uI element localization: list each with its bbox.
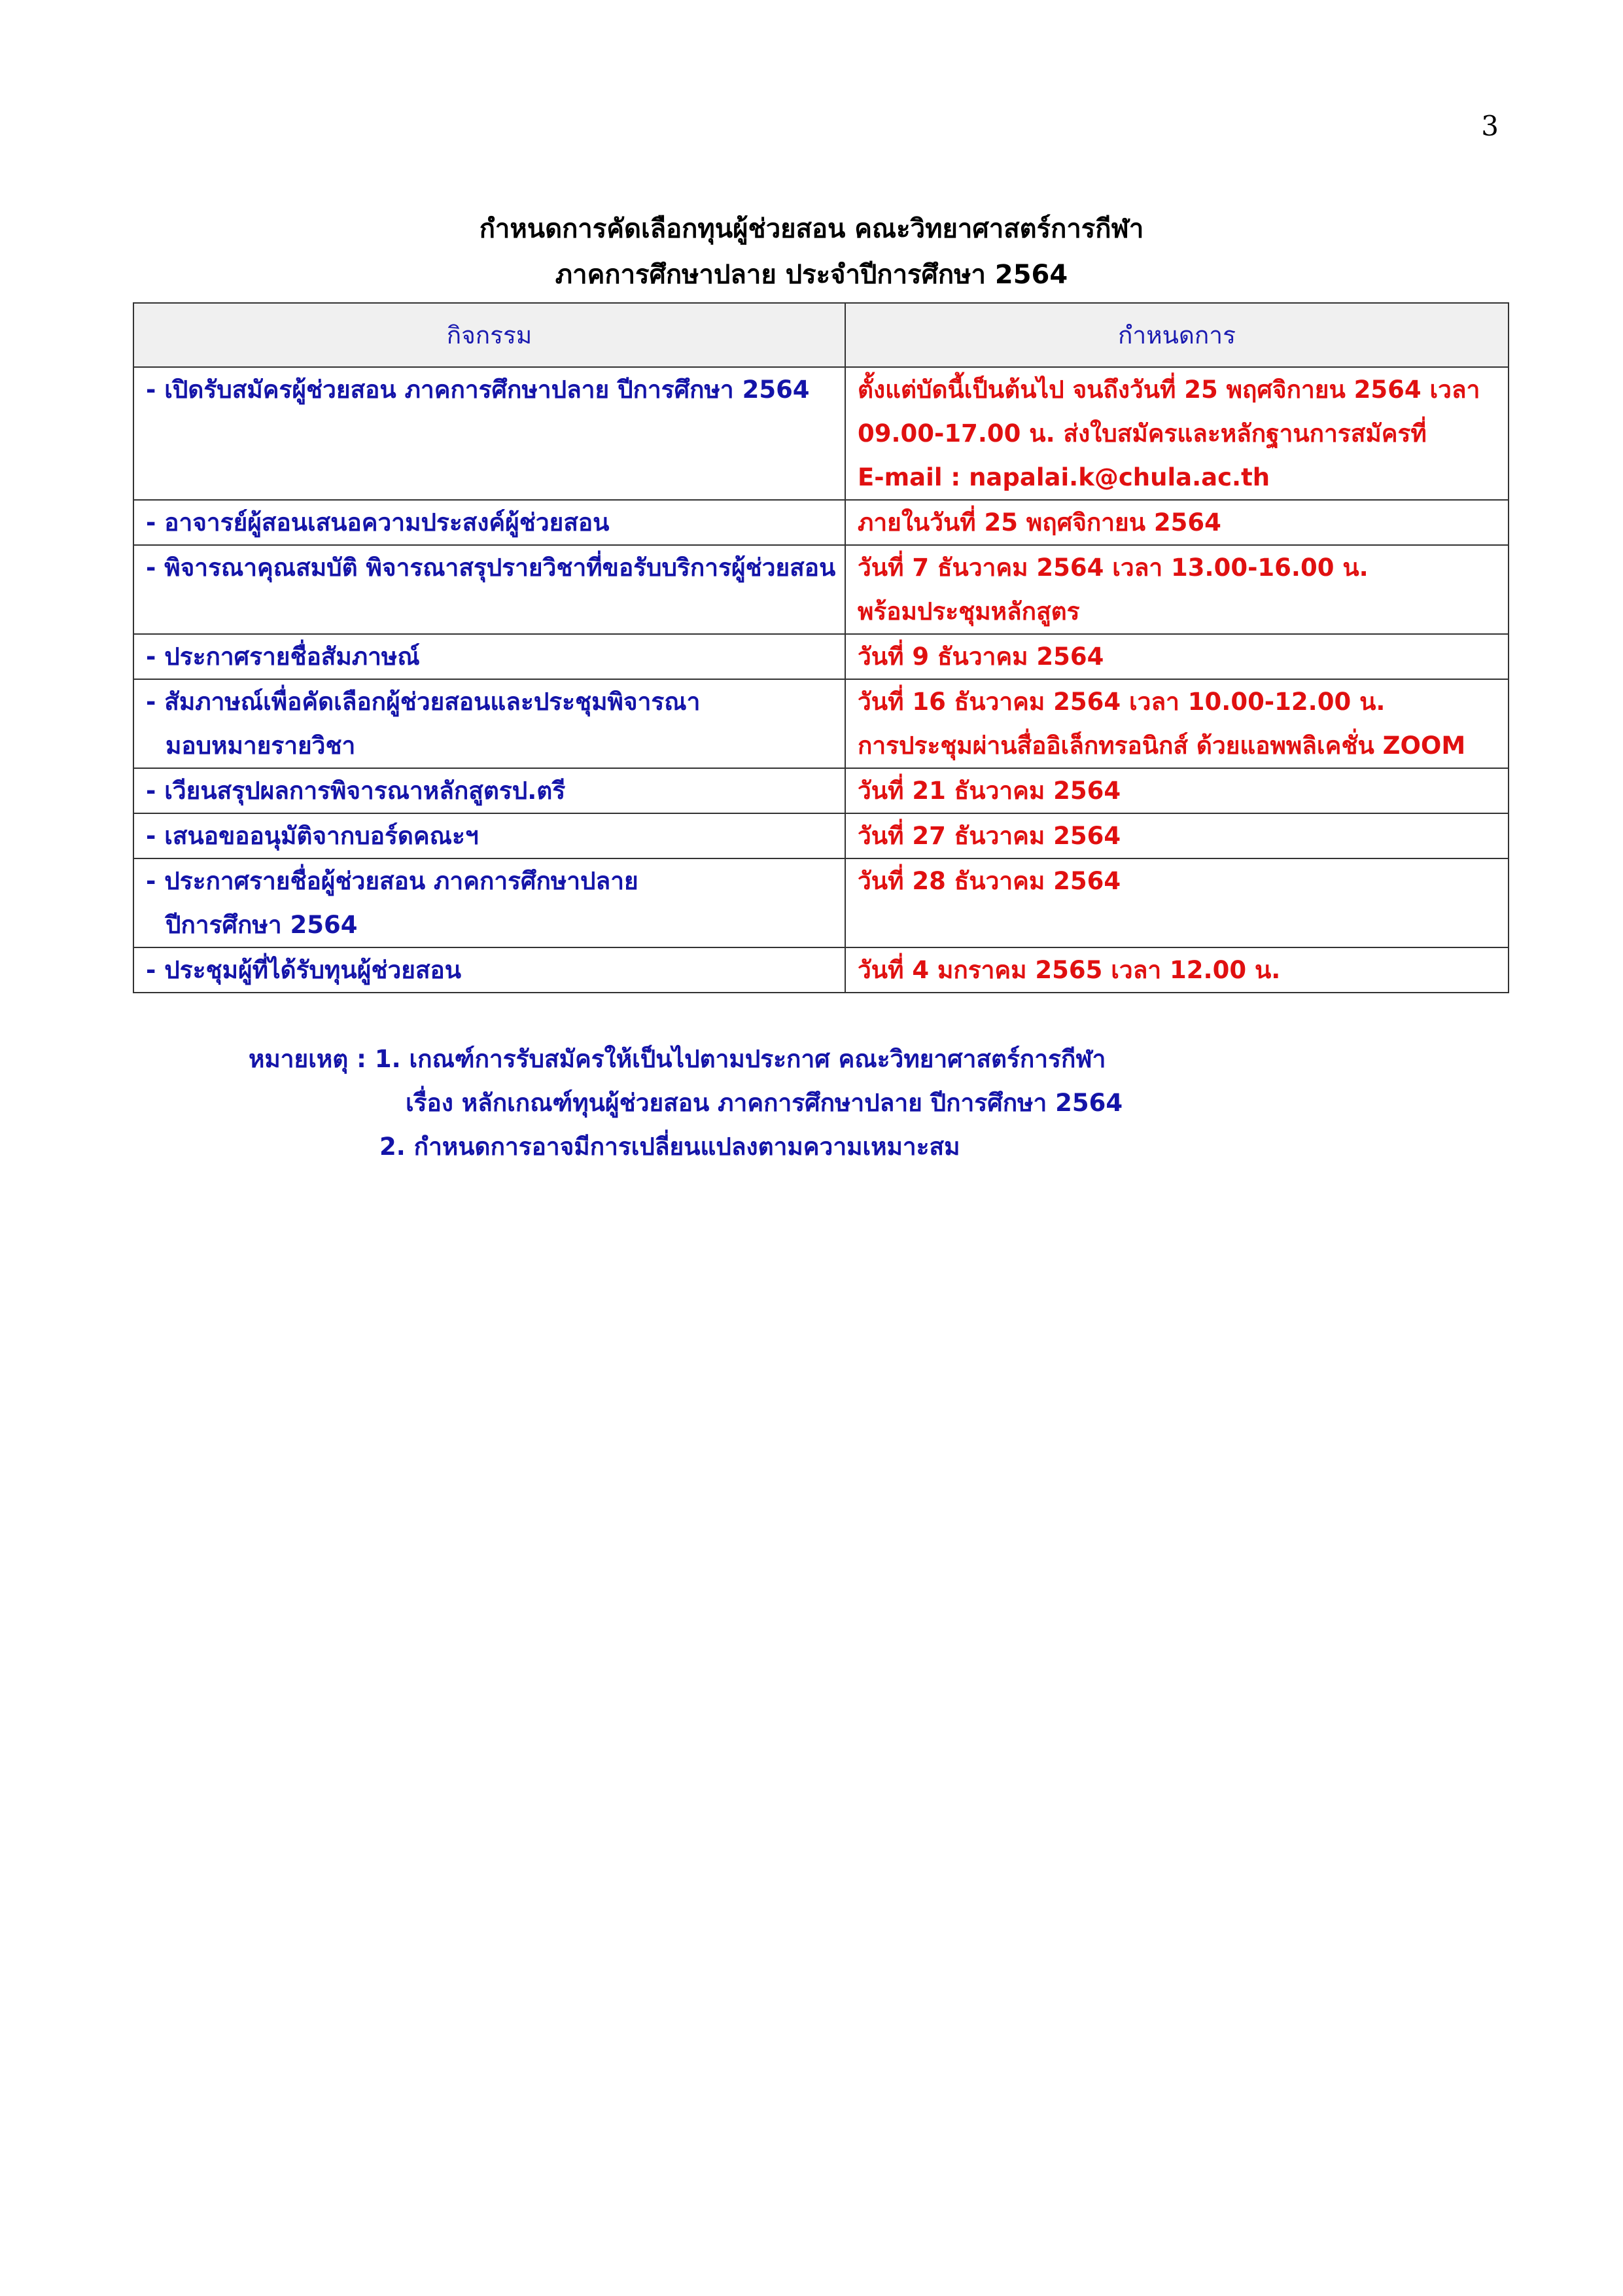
schedule-text: การประชุมผ่านสื่ออิเล็กทรอนิกส์ ด้วยแอพพลิเคชั่น ZOOM	[858, 732, 1466, 760]
schedule-cell	[845, 367, 1509, 500]
schedule-text: 09.00-17.00 น. ส่งใบสมัครและหลักฐานการสมัครที่	[858, 419, 1427, 448]
page-number: 3	[1481, 110, 1499, 142]
schedule-text: วันที่ 27 ธันวาคม 2564	[858, 822, 1121, 850]
table-header-row	[133, 303, 1509, 367]
title-line-1: กำหนดการคัดเลือกทุนผู้ช่วยสอน คณะวิทยาศาสตร์การกีฬา	[479, 214, 1144, 244]
activity-cell	[133, 500, 845, 545]
schedule-text: ภายในวันที่ 25 พฤศจิกายน 2564	[858, 508, 1221, 537]
header-activity: กิจกรรม	[133, 303, 845, 367]
remark-line-2: เรื่อง หลักเกณฑ์ทุนผู้ช่วยสอน ภาคการศึกษาปลาย ปีการศึกษา 2564	[406, 1089, 1123, 1117]
schedule-text: วันที่ 21 ธันวาคม 2564	[858, 777, 1121, 805]
activity-cell	[133, 947, 845, 993]
schedule-cell	[845, 768, 1509, 813]
schedule-text: E-mail : napalai.k@chula.ac.th	[858, 463, 1270, 491]
schedule-cell	[845, 858, 1509, 947]
schedule-cell	[845, 500, 1509, 545]
activity-cell	[133, 545, 845, 634]
activity-cell	[133, 367, 845, 500]
activity-text: - เปิดรับสมัครผู้ช่วยสอน ภาคการศึกษาปลาย ปีการศึกษา 2564	[146, 376, 810, 404]
schedule-cell	[845, 679, 1509, 768]
remark-line-1: หมายเหตุ : 1. เกณฑ์การรับสมัครให้เป็นไปตามประกาศ คณะวิทยาศาสตร์การกีฬา	[249, 1045, 1106, 1073]
title-line-2: ภาคการศึกษาปลาย ประจำปีการศึกษา 2564	[555, 260, 1068, 290]
table-row	[133, 367, 1509, 500]
activity-cell	[133, 768, 845, 813]
table-row	[133, 679, 1509, 768]
schedule-cell	[845, 813, 1509, 858]
schedule-text: พร้อมประชุมหลักสูตร	[858, 597, 1080, 626]
schedule-cell	[845, 634, 1509, 679]
table-row	[133, 768, 1509, 813]
table-row	[133, 634, 1509, 679]
activity-text: - อาจารย์ผู้สอนเสนอความประสงค์ผู้ช่วยสอน	[146, 508, 610, 537]
remark-line-3: 2. กำหนดการอาจมีการเปลี่ยนแปลงตามความเหมาะสม	[379, 1133, 960, 1161]
schedule-text: วันที่ 28 ธันวาคม 2564	[858, 867, 1121, 895]
schedule-cell	[845, 947, 1509, 993]
activity-cell	[133, 858, 845, 947]
schedule-table	[133, 302, 1509, 993]
table-row	[133, 858, 1509, 947]
schedule-cell	[845, 545, 1509, 634]
schedule-text: วันที่ 4 มกราคม 2565 เวลา 12.00 น.	[858, 956, 1281, 984]
activity-cell	[133, 813, 845, 858]
schedule-text: วันที่ 16 ธันวาคม 2564 เวลา 10.00-12.00 น.	[858, 688, 1386, 716]
activity-text: - พิจารณาคุณสมบัติ พิจารณาสรุปรายวิชาที่ขอรับบริการผู้ช่วยสอน	[146, 554, 836, 582]
activity-text: - ประชุมผู้ที่ได้รับทุนผู้ช่วยสอน	[146, 956, 462, 984]
activity-cell	[133, 679, 845, 768]
schedule-text: วันที่ 7 ธันวาคม 2564 เวลา 13.00-16.00 น.	[858, 554, 1369, 582]
activity-text: ปีการศึกษา 2564	[166, 911, 358, 939]
document-title	[0, 206, 1623, 298]
header-schedule: กำหนดการ	[845, 303, 1509, 367]
activity-text: - ประกาศรายชื่อผู้ช่วยสอน ภาคการศึกษาปลาย	[146, 867, 638, 895]
schedule-text: วันที่ 9 ธันวาคม 2564	[858, 643, 1104, 671]
activity-text: มอบหมายรายวิชา	[166, 732, 356, 760]
schedule-text: ตั้งแต่บัดนี้เป็นต้นไป จนถึงวันที่ 25 พฤศจิกายน 2564 เวลา	[858, 376, 1480, 404]
activity-text: - เวียนสรุปผลการพิจารณาหลักสูตรป.ตรี	[146, 777, 566, 805]
remarks	[249, 1037, 1123, 1169]
table-row	[133, 500, 1509, 545]
activity-cell	[133, 634, 845, 679]
table-row	[133, 545, 1509, 634]
activity-text: - สัมภาษณ์เพื่อคัดเลือกผู้ช่วยสอนและประชุมพิจารณา	[146, 688, 701, 716]
table-row	[133, 947, 1509, 993]
table-row	[133, 813, 1509, 858]
activity-text: - ประกาศรายชื่อสัมภาษณ์	[146, 643, 420, 671]
activity-text: - เสนอขออนุมัติจากบอร์ดคณะฯ	[146, 822, 479, 850]
